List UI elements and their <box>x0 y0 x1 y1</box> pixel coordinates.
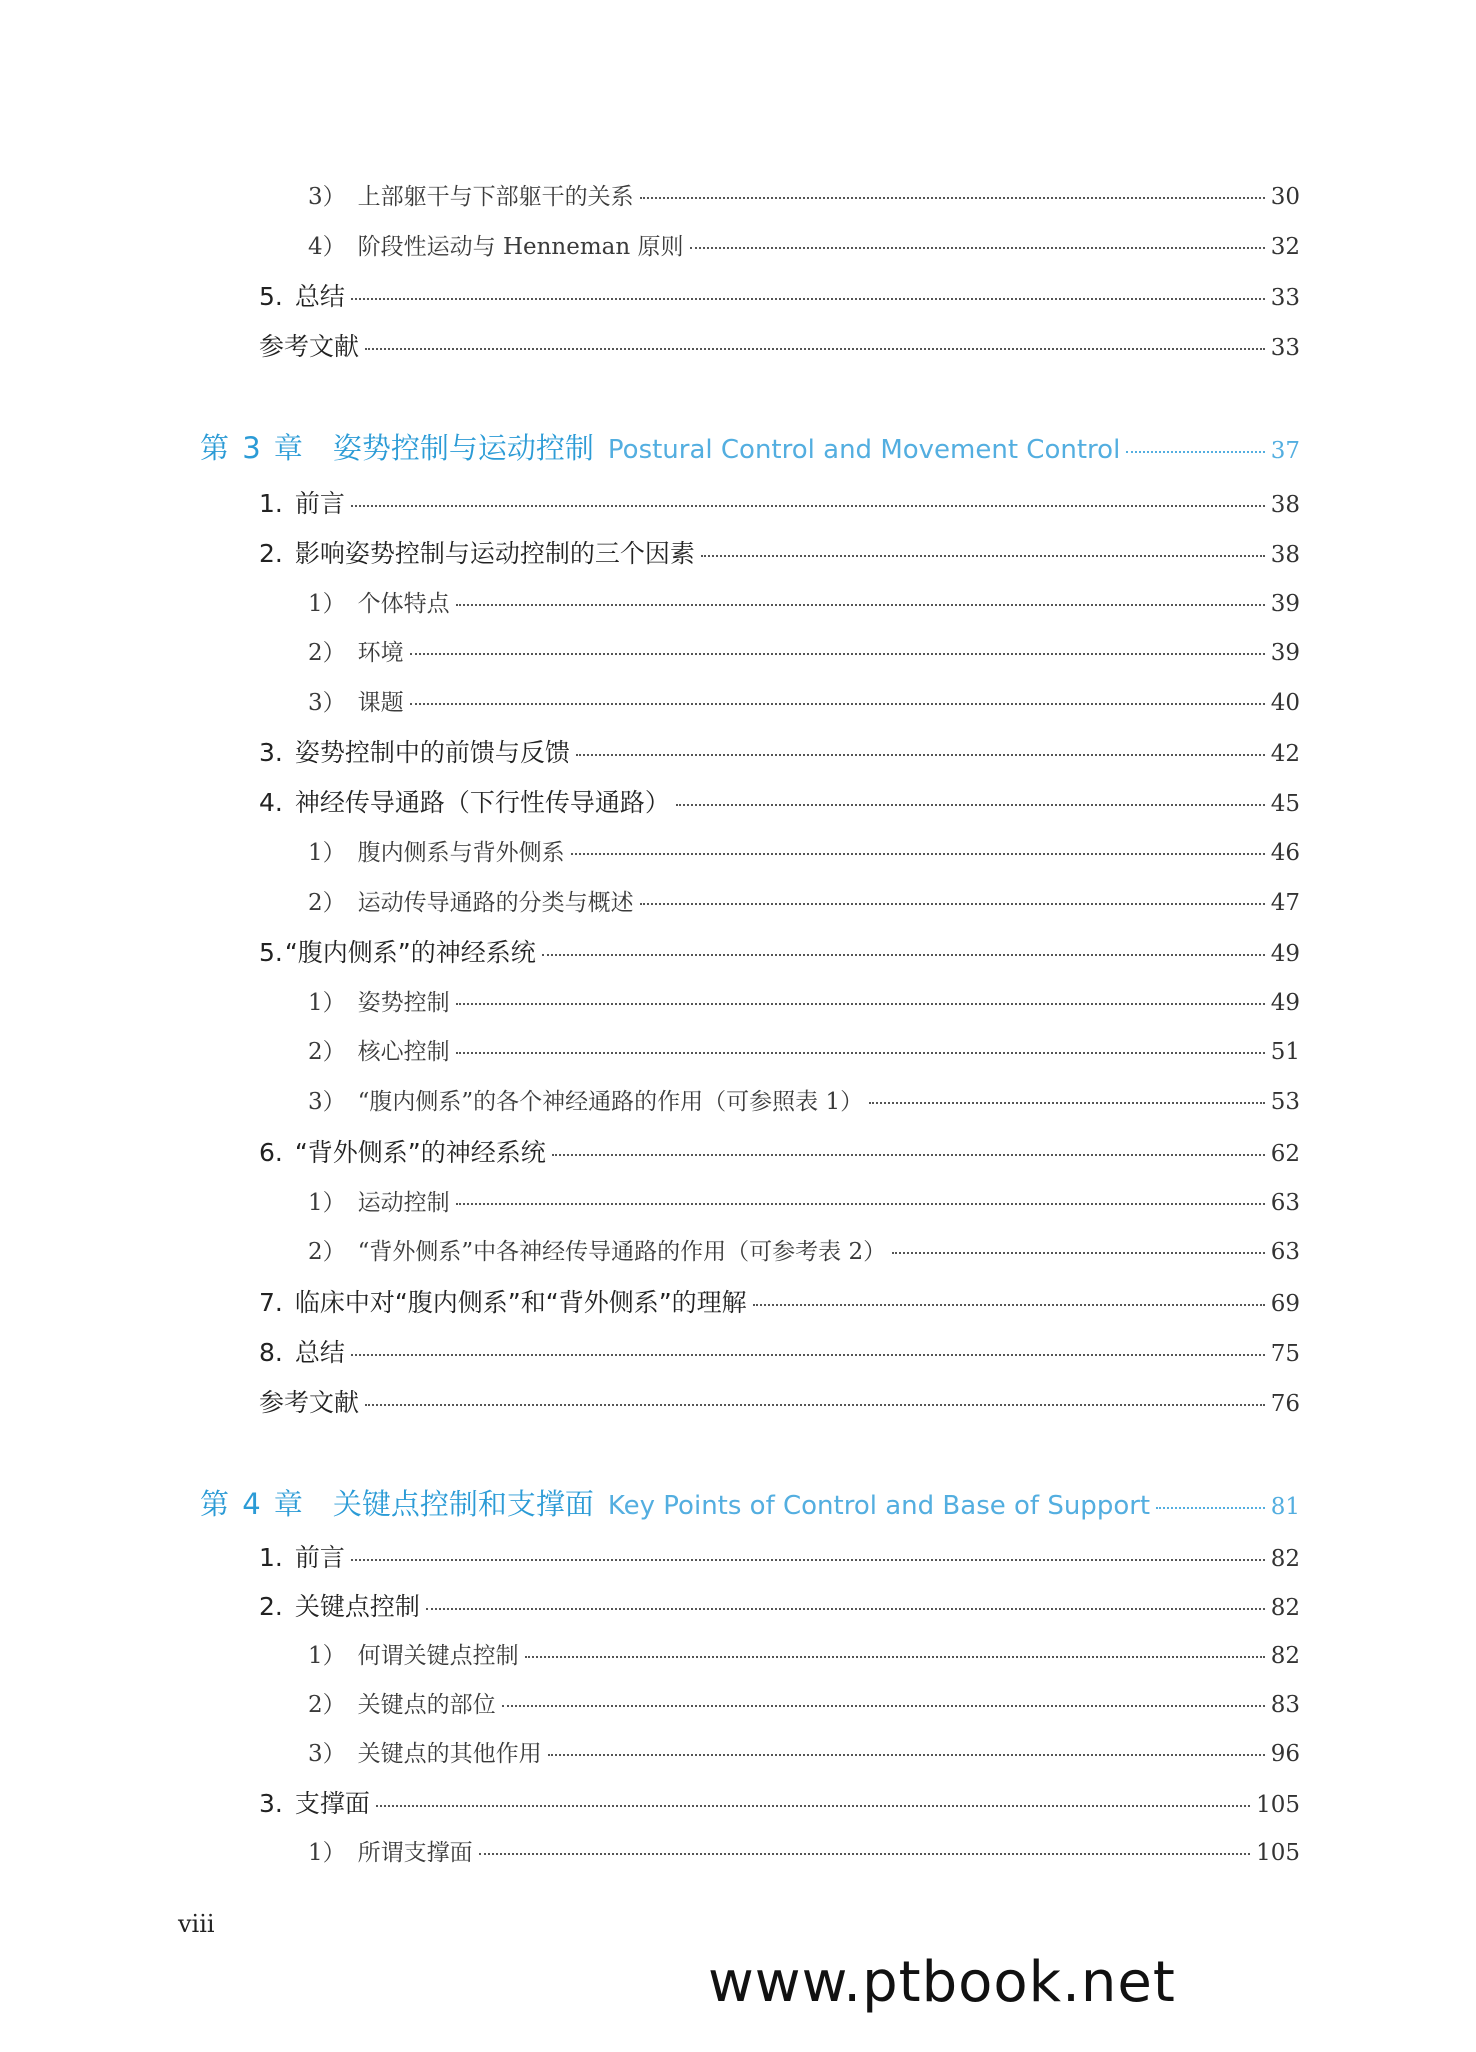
watermark-url: www.ptbook.net <box>708 1950 1176 2015</box>
leader-dots <box>365 348 1265 350</box>
leader-dots <box>869 1102 1265 1104</box>
leader-dots <box>426 1608 1265 1610</box>
toc-section[interactable] <box>259 484 1300 520</box>
leader-dots <box>1156 1507 1265 1509</box>
toc-section[interactable] <box>259 534 1300 570</box>
page-number: 39 <box>1270 591 1300 617</box>
subsection-number: 2） <box>308 890 346 916</box>
section-number: 1. <box>259 1543 283 1572</box>
section-title: “腹内侧系”的神经系统 <box>284 938 536 967</box>
subsection-number: 4） <box>308 234 346 260</box>
section-title: 姿势控制中的前馈与反馈 <box>294 738 570 767</box>
page-number: 33 <box>1270 285 1300 311</box>
subsection-title: 核心控制 <box>357 1039 450 1065</box>
page-number: 96 <box>1270 1741 1300 1767</box>
section-number: 3. <box>259 1789 283 1818</box>
page-folio: viii <box>178 1910 215 1938</box>
subsection-number: 1） <box>308 1840 346 1866</box>
page-number: 39 <box>1270 640 1300 666</box>
leader-dots <box>640 197 1265 199</box>
section-title: “背外侧系”的神经系统 <box>294 1138 546 1167</box>
section-number: 2. <box>259 1592 283 1621</box>
subsection-number: 2） <box>308 1039 346 1065</box>
toc-subsection[interactable] <box>308 585 1300 618</box>
subsection-number: 3） <box>308 1089 346 1115</box>
section-number: 5. <box>259 282 283 311</box>
section-number: 3. <box>259 738 283 767</box>
toc-section[interactable] <box>259 1333 1300 1369</box>
subsection-number: 1） <box>308 1643 346 1669</box>
toc-section[interactable] <box>259 933 1300 969</box>
section-title: 总结 <box>294 282 345 311</box>
toc-section[interactable] <box>259 277 1300 313</box>
section-number: 4. <box>259 788 283 817</box>
toc-subsection[interactable] <box>308 1033 1300 1066</box>
page-number: 82 <box>1270 1546 1300 1572</box>
page-number: 83 <box>1270 1692 1300 1718</box>
leader-dots <box>892 1252 1265 1254</box>
page-number: 38 <box>1270 542 1300 568</box>
toc-subsection[interactable] <box>308 1233 1300 1266</box>
toc-subsection[interactable] <box>308 228 1300 261</box>
section-number: 7. <box>259 1288 283 1317</box>
subsection-title: 阶段性运动与 Henneman 原则 <box>357 234 684 260</box>
section-number: 1. <box>259 489 283 518</box>
toc-references[interactable] <box>259 1383 1300 1419</box>
chapter-number: 第 3 章 <box>200 431 305 465</box>
toc-references[interactable] <box>259 327 1300 363</box>
leader-dots <box>576 754 1265 756</box>
leader-dots <box>410 653 1265 655</box>
leader-dots <box>502 1705 1265 1707</box>
page-number: 33 <box>1270 335 1300 361</box>
page-number: 51 <box>1270 1039 1300 1065</box>
page-number: 49 <box>1270 941 1300 967</box>
page-number: 69 <box>1270 1291 1300 1317</box>
section-title: 前言 <box>294 489 345 518</box>
section-title: 关键点控制 <box>294 1592 420 1621</box>
page-number: 105 <box>1256 1840 1300 1866</box>
subsection-title: 所谓支撑面 <box>357 1840 473 1866</box>
toc-subsection[interactable] <box>308 1083 1300 1116</box>
section-title: 神经传导通路（下行性传导通路） <box>294 788 670 817</box>
subsection-title: 关键点的其他作用 <box>357 1741 542 1767</box>
page-number: 49 <box>1270 990 1300 1016</box>
toc-section[interactable] <box>259 1538 1300 1574</box>
page-number: 63 <box>1270 1239 1300 1265</box>
page-number: 75 <box>1270 1341 1300 1367</box>
page-number: 38 <box>1270 492 1300 518</box>
page-number: 62 <box>1270 1141 1300 1167</box>
toc-subsection[interactable] <box>308 1637 1300 1670</box>
leader-dots <box>351 1559 1265 1561</box>
subsection-title: “背外侧系”中各神经传导通路的作用（可参考表 2） <box>357 1239 887 1265</box>
page-number: 63 <box>1270 1190 1300 1216</box>
leader-dots <box>351 505 1265 507</box>
leader-dots <box>351 298 1265 300</box>
page-number: 32 <box>1270 234 1300 260</box>
subsection-number: 2） <box>308 1239 346 1265</box>
page-number: 37 <box>1270 438 1300 464</box>
section-title: 影响姿势控制与运动控制的三个因素 <box>294 539 695 568</box>
chapter-title-en: Postural Control and Movement Control <box>607 435 1121 465</box>
page-number: 53 <box>1270 1089 1300 1115</box>
leader-dots <box>479 1853 1250 1855</box>
subsection-number: 3） <box>308 690 346 716</box>
toc-section[interactable] <box>259 1283 1300 1319</box>
section-number: 8. <box>259 1338 283 1367</box>
toc-section[interactable] <box>259 1784 1300 1820</box>
leader-dots <box>548 1754 1265 1756</box>
page-number: 46 <box>1270 840 1300 866</box>
chapter-title-cn: 姿势控制与运动控制 <box>332 431 594 465</box>
leader-dots <box>1126 451 1264 453</box>
leader-dots <box>690 247 1265 249</box>
toc-chapter-3[interactable] <box>200 426 1300 467</box>
subsection-title: 关键点的部位 <box>357 1692 496 1718</box>
leader-dots <box>552 1154 1265 1156</box>
subsection-title: 环境 <box>357 640 404 666</box>
leader-dots <box>542 954 1265 956</box>
leader-dots <box>456 1003 1265 1005</box>
page-number: 47 <box>1270 890 1300 916</box>
subsection-title: 运动传导通路的分类与概述 <box>357 890 634 916</box>
page-number: 42 <box>1270 741 1300 767</box>
subsection-title: 上部躯干与下部躯干的关系 <box>357 184 634 210</box>
subsection-title: “腹内侧系”的各个神经通路的作用（可参照表 1） <box>357 1089 864 1115</box>
subsection-title: 课题 <box>357 690 404 716</box>
toc-section[interactable] <box>259 733 1300 769</box>
toc-subsection[interactable] <box>308 1834 1300 1867</box>
leader-dots <box>365 1404 1265 1406</box>
toc-subsection[interactable] <box>308 1735 1300 1768</box>
section-number: 5. <box>259 938 283 967</box>
chapter-number: 第 4 章 <box>200 1487 305 1521</box>
subsection-title: 姿势控制 <box>357 990 450 1016</box>
page-number: 40 <box>1270 690 1300 716</box>
toc-section[interactable] <box>259 1587 1300 1623</box>
leader-dots <box>456 1052 1265 1054</box>
references-title: 参考文献 <box>259 1388 360 1417</box>
toc-subsection[interactable] <box>308 1184 1300 1217</box>
leader-dots <box>410 703 1265 705</box>
section-title: 临床中对“腹内侧系”和“背外侧系”的理解 <box>294 1288 747 1317</box>
subsection-number: 1） <box>308 591 346 617</box>
subsection-title: 个体特点 <box>357 591 450 617</box>
subsection-title: 运动控制 <box>357 1190 450 1216</box>
toc-subsection[interactable] <box>308 834 1300 867</box>
page-number: 82 <box>1270 1643 1300 1669</box>
leader-dots <box>753 1304 1265 1306</box>
section-title: 支撑面 <box>294 1789 370 1818</box>
subsection-number: 1） <box>308 1190 346 1216</box>
page-number: 45 <box>1270 791 1300 817</box>
page-number: 76 <box>1270 1391 1300 1417</box>
subsection-number: 3） <box>308 1741 346 1767</box>
section-title: 前言 <box>294 1543 345 1572</box>
leader-dots <box>640 903 1265 905</box>
subsection-number: 2） <box>308 1692 346 1718</box>
toc-subsection[interactable] <box>308 984 1300 1017</box>
subsection-number: 1） <box>308 990 346 1016</box>
chapter-title-cn: 关键点控制和支撑面 <box>332 1487 594 1521</box>
toc-section[interactable] <box>259 1133 1300 1169</box>
leader-dots <box>525 1656 1265 1658</box>
subsection-number: 1） <box>308 840 346 866</box>
leader-dots <box>351 1354 1265 1356</box>
page-number: 81 <box>1270 1494 1300 1520</box>
leader-dots <box>376 1805 1250 1807</box>
toc-subsection[interactable] <box>308 178 1300 211</box>
toc-subsection[interactable] <box>308 884 1300 917</box>
references-title: 参考文献 <box>259 332 360 361</box>
page-number: 82 <box>1270 1595 1300 1621</box>
subsection-title: 何谓关键点控制 <box>357 1643 519 1669</box>
toc-section[interactable] <box>259 783 1300 819</box>
toc-subsection[interactable] <box>308 1686 1300 1719</box>
leader-dots <box>456 604 1265 606</box>
subsection-title: 腹内侧系与背外侧系 <box>357 840 565 866</box>
page-number: 30 <box>1270 184 1300 210</box>
leader-dots <box>676 804 1265 806</box>
chapter-title-en: Key Points of Control and Base of Support <box>607 1491 1151 1521</box>
section-number: 6. <box>259 1138 283 1167</box>
toc-subsection[interactable] <box>308 634 1300 667</box>
section-number: 2. <box>259 539 283 568</box>
toc-chapter-4[interactable] <box>200 1482 1300 1523</box>
page-number: 105 <box>1256 1792 1300 1818</box>
toc-subsection[interactable] <box>308 684 1300 717</box>
leader-dots <box>571 853 1265 855</box>
leader-dots <box>701 555 1265 557</box>
leader-dots <box>456 1203 1265 1205</box>
section-title: 总结 <box>294 1338 345 1367</box>
subsection-number: 3） <box>308 184 346 210</box>
subsection-number: 2） <box>308 640 346 666</box>
